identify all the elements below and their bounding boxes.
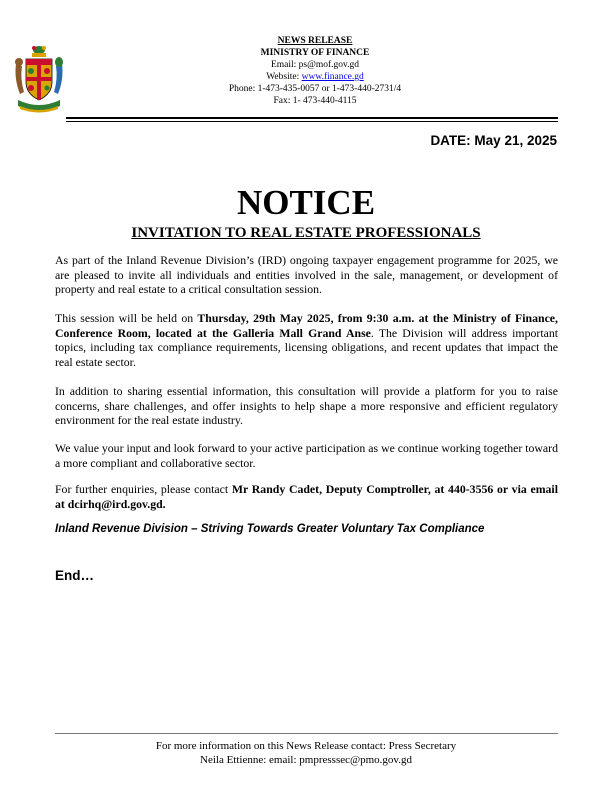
paragraph-intro: As part of the Inland Revenue Division’s (IRD) ongoing taxpayer engagement programme for 2025, we are pleased to invite all individuals and entities involved in the sale, management, or development of property and real estate to a critical consultation session. — [55, 253, 558, 297]
ministry-phone: Phone: 1-473-435-0057 or 1-473-440-2731/4 — [228, 84, 402, 94]
end-marker: End… — [55, 568, 94, 583]
header-divider-thin — [66, 121, 558, 122]
paragraph-participation: We value your input and look forward to your active participation as we continue working together toward a more compliant and collaborative sector. — [55, 441, 558, 470]
header-divider-thick — [66, 117, 558, 119]
paragraph-session-details: This session will be held on Thursday, 29th May 2025, from 9:30 a.m. at the Ministry of Finance, Conference Room, located at the Galleria Mall Grand Anse. The Division will address important topics, including tax compliance requirements, licensing obligations, and recent updates that impact the real estate sector. — [55, 311, 559, 369]
release-date: DATE: May 21, 2025 — [430, 133, 557, 148]
footer — [0, 739, 612, 767]
paragraph-contact: For further enquiries, please contact Mr Randy Cadet, Deputy Comptroller, at 440-3556 or via email at dcirhq@ird.gov.gd. — [55, 482, 558, 511]
footer-email-line: Neila Ettienne: email: pmpresssec@pmo.gov.gd — [200, 754, 412, 766]
website-link[interactable]: www.finance.gd — [301, 72, 364, 82]
division-tagline: Inland Revenue Division – Striving Towards Greater Voluntary Tax Compliance — [55, 523, 485, 535]
notice-title: NOTICE — [236, 183, 376, 222]
session-date-location: Thursday, 29th May 2025, from 9:30 a.m. at the Ministry of Finance, Conference Room, located at the Galleria Mall Grand Anse — [55, 311, 558, 340]
ministry-fax: Fax: 1- 473-440-4115 — [273, 96, 357, 106]
news-release-label: NEWS RELEASE — [277, 36, 353, 46]
footer-divider — [55, 733, 558, 734]
paragraph-consultation: In addition to sharing essential information, this consultation will provide a platform for you to raise concerns, share challenges, and offer insights to help shape a more responsive and efficient regulatory environment for the real estate industry. — [55, 384, 558, 428]
notice-subtitle: INVITATION TO REAL ESTATE PROFESSIONALS — [131, 225, 481, 241]
ministry-name: MINISTRY OF FINANCE — [260, 48, 370, 58]
ministry-email: Email: ps@mof.gov.gd — [270, 60, 360, 70]
footer-contact-line: For more information on this News Release contact: Press Secretary — [155, 740, 457, 752]
contact-details: Mr Randy Cadet, Deputy Comptroller, at 440-3556 or via email at dcirhq@ird.gov.gd. — [55, 482, 558, 511]
letterhead — [190, 35, 440, 107]
ministry-website: Website: www.finance.gd — [266, 72, 364, 82]
coat-of-arms-icon — [12, 44, 66, 116]
